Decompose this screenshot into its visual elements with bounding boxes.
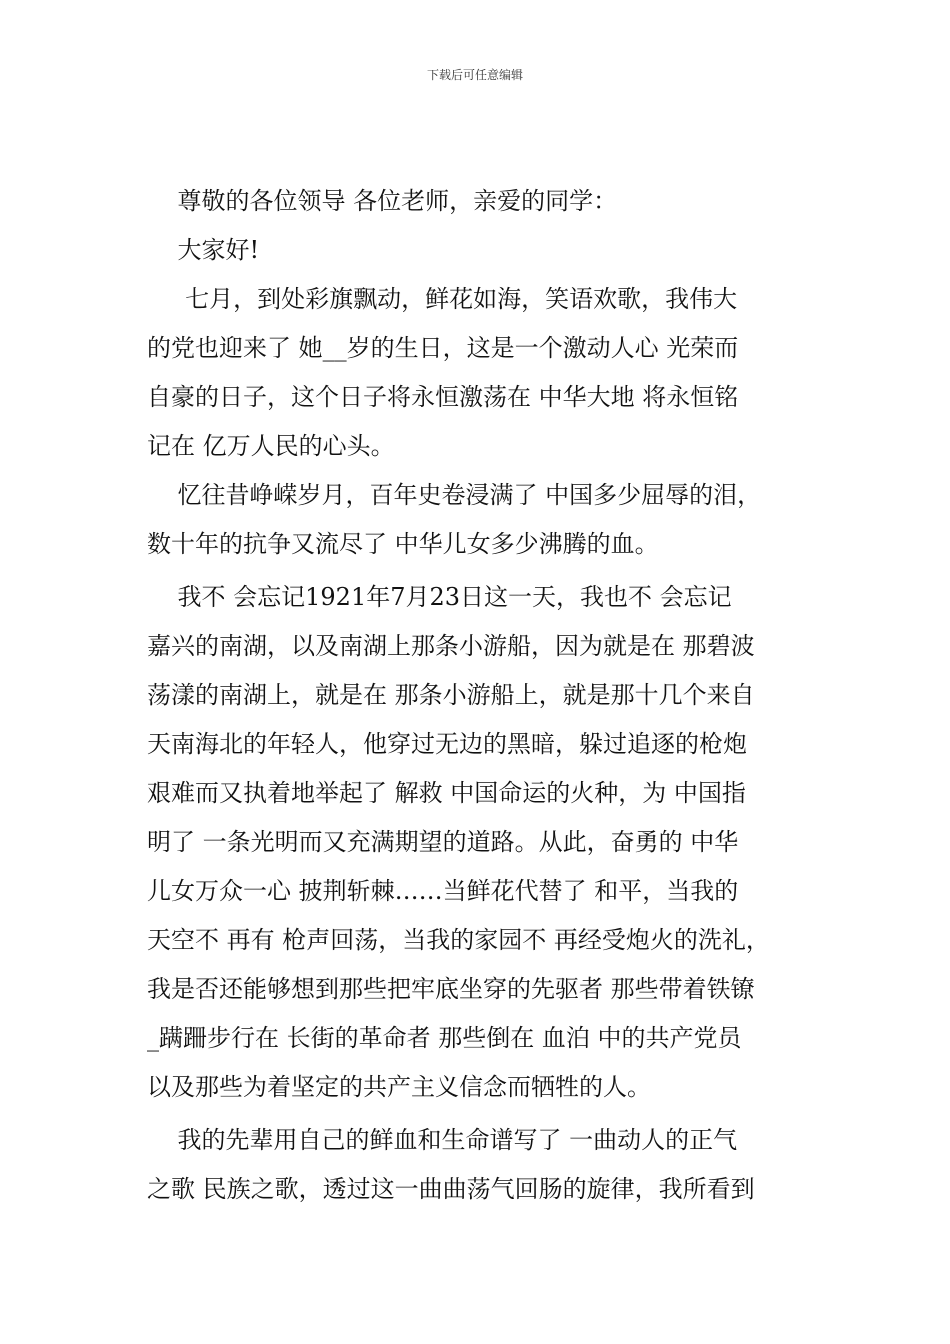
text-line: 的党也迎来了 她__岁的生日，这是一个激动人心 光荣而 bbox=[147, 334, 739, 362]
text-line: 荡漾的南湖上，就是在 那条小游船上，就是那十几个来自 bbox=[147, 681, 755, 709]
text-line: 自豪的日子，这个日子将永恒激荡在 中华大地 将永恒铭 bbox=[147, 383, 739, 411]
text-line: 忆往昔峥嵘岁月，百年史卷浸满了 中国多少屈辱的泪， bbox=[147, 481, 762, 509]
text-line: 明了 一条光明而又充满期望的道路。从此，奋勇的 中华 bbox=[147, 828, 739, 856]
text-line: 天南海北的年轻人，他穿过无边的黑暗，躲过追逐的枪炮 bbox=[147, 730, 747, 758]
text-line: 嘉兴的南湖，以及南湖上那条小游船，因为就是在 那碧波 bbox=[147, 632, 755, 660]
text-line: 记在 亿万人民的心头。 bbox=[147, 432, 395, 460]
text-line: 数十年的抗争又流尽了 中华儿女多少沸腾的血。 bbox=[147, 530, 659, 558]
text-line: 儿女万众一心 披荆斩棘……当鲜花代替了 和平，当我的 bbox=[147, 877, 739, 905]
text-line: 七月，到处彩旗飘动，鲜花如海，笑语欢歌，我伟大 bbox=[147, 285, 738, 313]
text-line: 天空不 再有 枪声回荡，当我的家园不 再经受炮火的洗礼， bbox=[147, 926, 770, 954]
text-line: _蹒跚步行在 长街的革命者 那些倒在 血泊 中的共产党员 bbox=[147, 1024, 742, 1052]
text-line: 之歌 民族之歌，透过这一曲曲荡气回肠的旋律，我所看到 bbox=[147, 1175, 755, 1203]
page-header-note: 下载后可任意编辑 bbox=[426, 68, 523, 82]
text-line: 以及那些为着坚定的共产主义信念而牺牲的人。 bbox=[147, 1073, 651, 1101]
text-line: 尊敬的各位领导 各位老师，亲爱的同学： bbox=[147, 187, 618, 215]
text-line: 艰难而又执着地举起了 解救 中国命运的火种，为 中国指 bbox=[147, 779, 746, 807]
text-line: 大家好! bbox=[147, 236, 260, 264]
text-line: 我不 会忘记1921年7月23日这一天，我也不 会忘记 bbox=[147, 583, 732, 611]
text-line: 我的先辈用自己的鲜血和生命谱写了 一曲动人的正气 bbox=[147, 1126, 738, 1154]
text-line: 我是否还能够想到那些把牢底坐穿的先驱者 那些带着铁镣 bbox=[147, 975, 755, 1003]
